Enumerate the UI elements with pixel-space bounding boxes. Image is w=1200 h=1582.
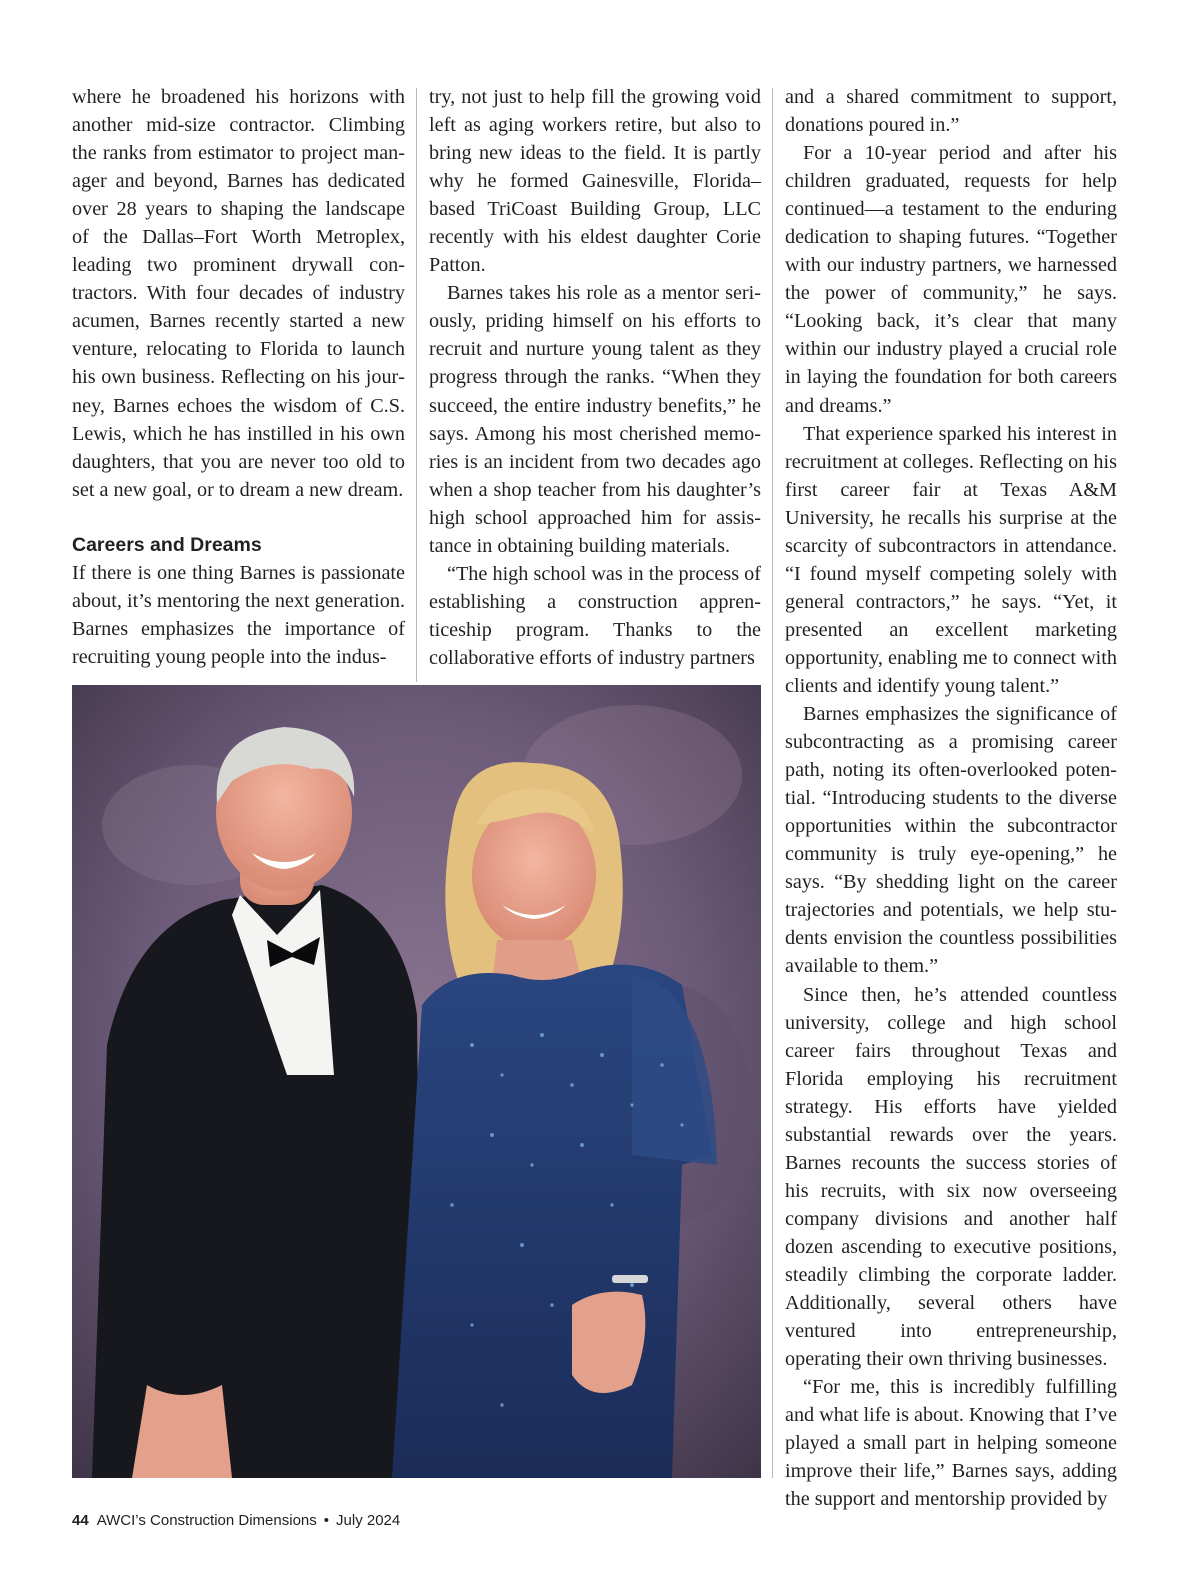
article-column-1: [72, 83, 405, 671]
column-divider: [416, 88, 417, 682]
publication-name: AWCI’s Construction Dimensions: [96, 1512, 317, 1529]
body-paragraph: That experience sparked his interest in recruitment at colleges. Reflecting on his first career fair at Texas A&M University, he recalls his surprise at the scarcity of subcontractors in attendance. “I found myself competing solely with general contractors,” he says. “Yet, it presented an excellent marketing opportunity, enabling me to connect with clients and identify young talent.”: [785, 422, 1117, 697]
body-paragraph: If there is one thing Barnes is passionate about, it’s mentoring the next generation. Barnes emphasizes the importance of recruiting young people into the indus-: [72, 561, 405, 668]
body-paragraph: and a shared commitment to support, donations poured in.”: [785, 86, 1117, 137]
portrait-photo: [72, 685, 761, 1478]
column-divider: [772, 88, 773, 1478]
article-column-3: [785, 83, 1117, 1513]
body-paragraph: For a 10-year period and after his children graduated, requests for help continued—a testament to the enduring dedication to shaping futures. “Together with our industry partners, we harnessed the power of community,” he says. “Looking back, it’s clear that many within our industry played a crucial role in laying the foundation for both careers and dreams.”: [785, 142, 1117, 417]
page-number: 44: [72, 1512, 89, 1529]
article-column-2: [429, 83, 761, 672]
section-subhead: Careers and Dreams: [72, 533, 262, 556]
body-paragraph: where he broadened his horizons with another mid-size contractor. Climbing the ranks from estimator to project manager and beyond, Barnes has dedicated over 28 years to shaping the landscape of the Dallas–Fort Worth Metroplex, leading two prominent drywall contractors. With four decades of industry acumen, Barnes recently started a new venture, relocating to Florida to launch his own business. Reflecting on his journey, Barnes echoes the wisdom of C.S. Lewis, which he has instilled in his own daughters, that you are never too old to set a new goal, or to dream a new dream.: [72, 86, 405, 501]
body-paragraph: “The high school was in the process of establishing a construction apprenticeship program. Thanks to the collaborative efforts of industry partners: [429, 562, 761, 669]
page-footer: [72, 1510, 400, 1532]
body-paragraph: “For me, this is incredibly fulfilling and what life is about. Knowing that I’ve played a small part in helping someone improve their life,” Barnes says, adding the support and mentorship provided by: [785, 1376, 1117, 1511]
body-paragraph: Since then, he’s attended countless university, college and high school career fairs throughout Texas and Florida employing his recruitment strategy. His efforts have yielded substantial rewards over the years. Barnes recounts the success stories of his recruits, with six now overseeing company divisions and another half dozen ascending to executive positions, steadily climbing the corporate ladder. Additionally, several others have ventured into entrepreneurship, operating their own thriving businesses.: [785, 983, 1117, 1371]
body-paragraph: try, not just to help fill the growing void left as aging workers retire, but also to bring new ideas to the field. It is partly why he formed Gainesville, Florida–based TriCoast Building Group, LLC recently with his eldest daughter Corie Patton.: [429, 86, 761, 277]
body-paragraph: Barnes takes his role as a mentor seriously, priding himself on his efforts to recruit and nurture young talent as they progress through the ranks. “When they succeed, the entire industry benefits,” he says. Among his most cherished memories is an incident from two decades ago when a shop teacher from his daughter’s high school approached him for assistance in obtaining building materials.: [429, 282, 761, 557]
footer-separator: •: [323, 1512, 330, 1529]
body-paragraph: Barnes emphasizes the significance of subcontracting as a promising career path, noting its often-overlooked potential. “Introducing students to the diverse opportunities within the subcontractor community is truly eye-opening,” he says. “By shedding light on the career trajectories and potentials, we help students envision the countless possibilities available to them.”: [785, 703, 1117, 978]
issue-date: July 2024: [336, 1512, 401, 1529]
